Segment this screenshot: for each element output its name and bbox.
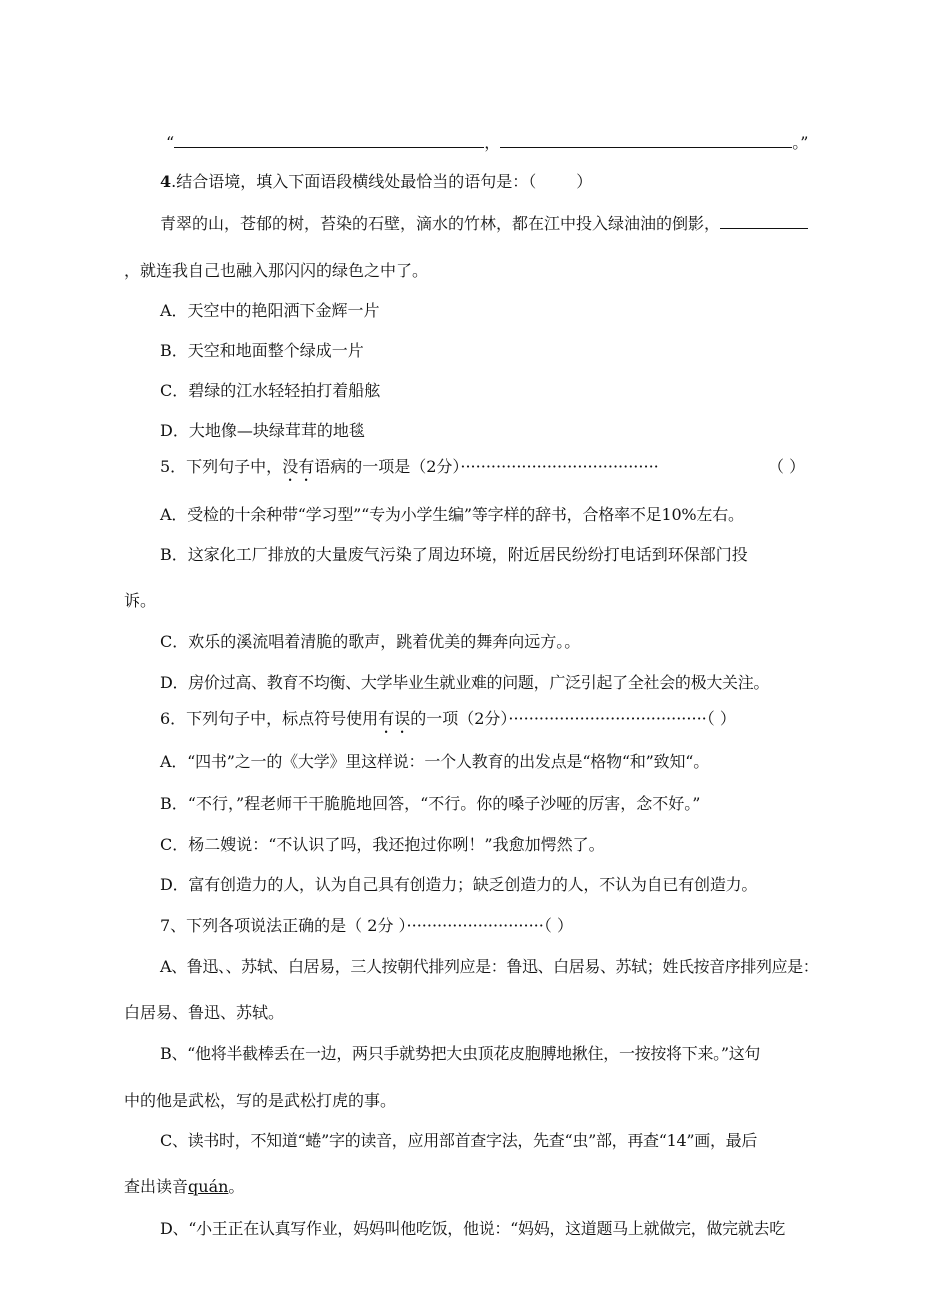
answer-blank-line (166, 132, 808, 154)
option-c[interactable]: C．碧绿的江水轻轻拍打着船舷 (160, 381, 381, 400)
question-number: 4 (160, 172, 172, 191)
option-d[interactable]: D、“小王正在认真写作业，妈妈叫他吃饭，他说：“妈妈，这道题马上就做完，做完就去吃 (160, 1219, 785, 1238)
option-d[interactable]: D．房价过高、教育不均衡、大学毕业生就业难的问题，广泛引起了全社会的极大关注。 (160, 673, 770, 692)
option-b[interactable]: B．这家化工厂排放的大量废气污染了周边环境，附近居民纷纷打电话到环保部门投 (160, 545, 748, 564)
question-4-passage: 青翠的山，苍郁的树，苔染的石壁，滴水的竹林，都在江中投入绿油油的倒影， (160, 213, 808, 235)
option-b-cont: 诉。 (124, 591, 157, 610)
option-a[interactable]: A．受检的十余种带“学习型”“专为小学生编”等字样的辞书，合格率不足10%左右。 (160, 505, 744, 524)
question-4-passage-cont: ，就连我自己也融入那闪闪的绿色之中了。 (124, 261, 429, 280)
option-d[interactable]: D．富有创造力的人，认为自己具有创造力；缺乏创造力的人，不认为自已有创造力。 (160, 875, 758, 894)
pinyin: quán (188, 1177, 229, 1196)
option-c[interactable]: C．欢乐的溪流唱着清脆的歌声，跳着优美的舞奔向远方。。 (160, 632, 581, 651)
option-c[interactable]: C、读书时，不知道“蜷”字的读音，应用部首查字法，先查“虫”部，再查“14”画，最后 (160, 1131, 758, 1150)
option-b-cont: 中的他是武松，写的是武松打虎的事。 (124, 1091, 397, 1110)
option-a[interactable]: A、鲁迅、、苏轼、白居易，三人按朝代排列应是：鲁迅、白居易、苏轼；姓氏按音序排列应是： (160, 957, 819, 976)
option-c-cont: 查出读音quán。 (124, 1177, 245, 1196)
answer-paren[interactable]: （ ） (768, 457, 806, 476)
option-b[interactable]: B．天空和地面整个绿成一片 (160, 341, 364, 360)
option-c[interactable]: C．杨二嫂说：“不认识了吗，我还抱过你咧！”我愈加愕然了。 (160, 835, 605, 854)
blank-1[interactable] (174, 133, 484, 148)
question-6-stem: 6．下列句子中，标点符号使用有误的一项（2分）·······································（ ） (160, 709, 736, 728)
open-quote: “ (166, 133, 175, 152)
question-4-stem: 4.结合语境，填入下面语段横线处最恰当的语句是：（ ） (160, 172, 593, 191)
blank-2[interactable] (500, 133, 792, 148)
emphasis-text: 有误 (378, 709, 411, 728)
option-a[interactable]: A．“四书”之一的《大学》里这样说：一个人教育的出发点是“格物“和”致知“。 (160, 752, 710, 771)
emphasis-text: 没有 (282, 457, 315, 476)
option-a-cont: 白居易、鲁迅、苏轼。 (124, 1003, 285, 1022)
passage-blank[interactable] (720, 214, 808, 229)
question-7-stem: 7、下列各项说法正确的是（ 2分 ）···························（ ） (160, 916, 573, 935)
question-5-stem: 5．下列句子中，没有语病的一项是（2分）······································· (160, 457, 659, 476)
option-a[interactable]: A．天空中的艳阳洒下金辉一片 (160, 301, 380, 320)
option-b[interactable]: B、“他将半截棒丢在一边，两只手就势把大虫顶花皮胞膊地揪住，一按按将下来。”这句 (160, 1044, 761, 1063)
close-quote: 。” (792, 133, 809, 152)
option-b[interactable]: B．“不行，”程老师干干脆脆地回答，“不行。你的嗓子沙哑的厉害，念不好。” (160, 794, 701, 813)
option-d[interactable]: D．大地像—块绿茸茸的地毯 (160, 421, 365, 440)
comma: ， (484, 133, 501, 152)
